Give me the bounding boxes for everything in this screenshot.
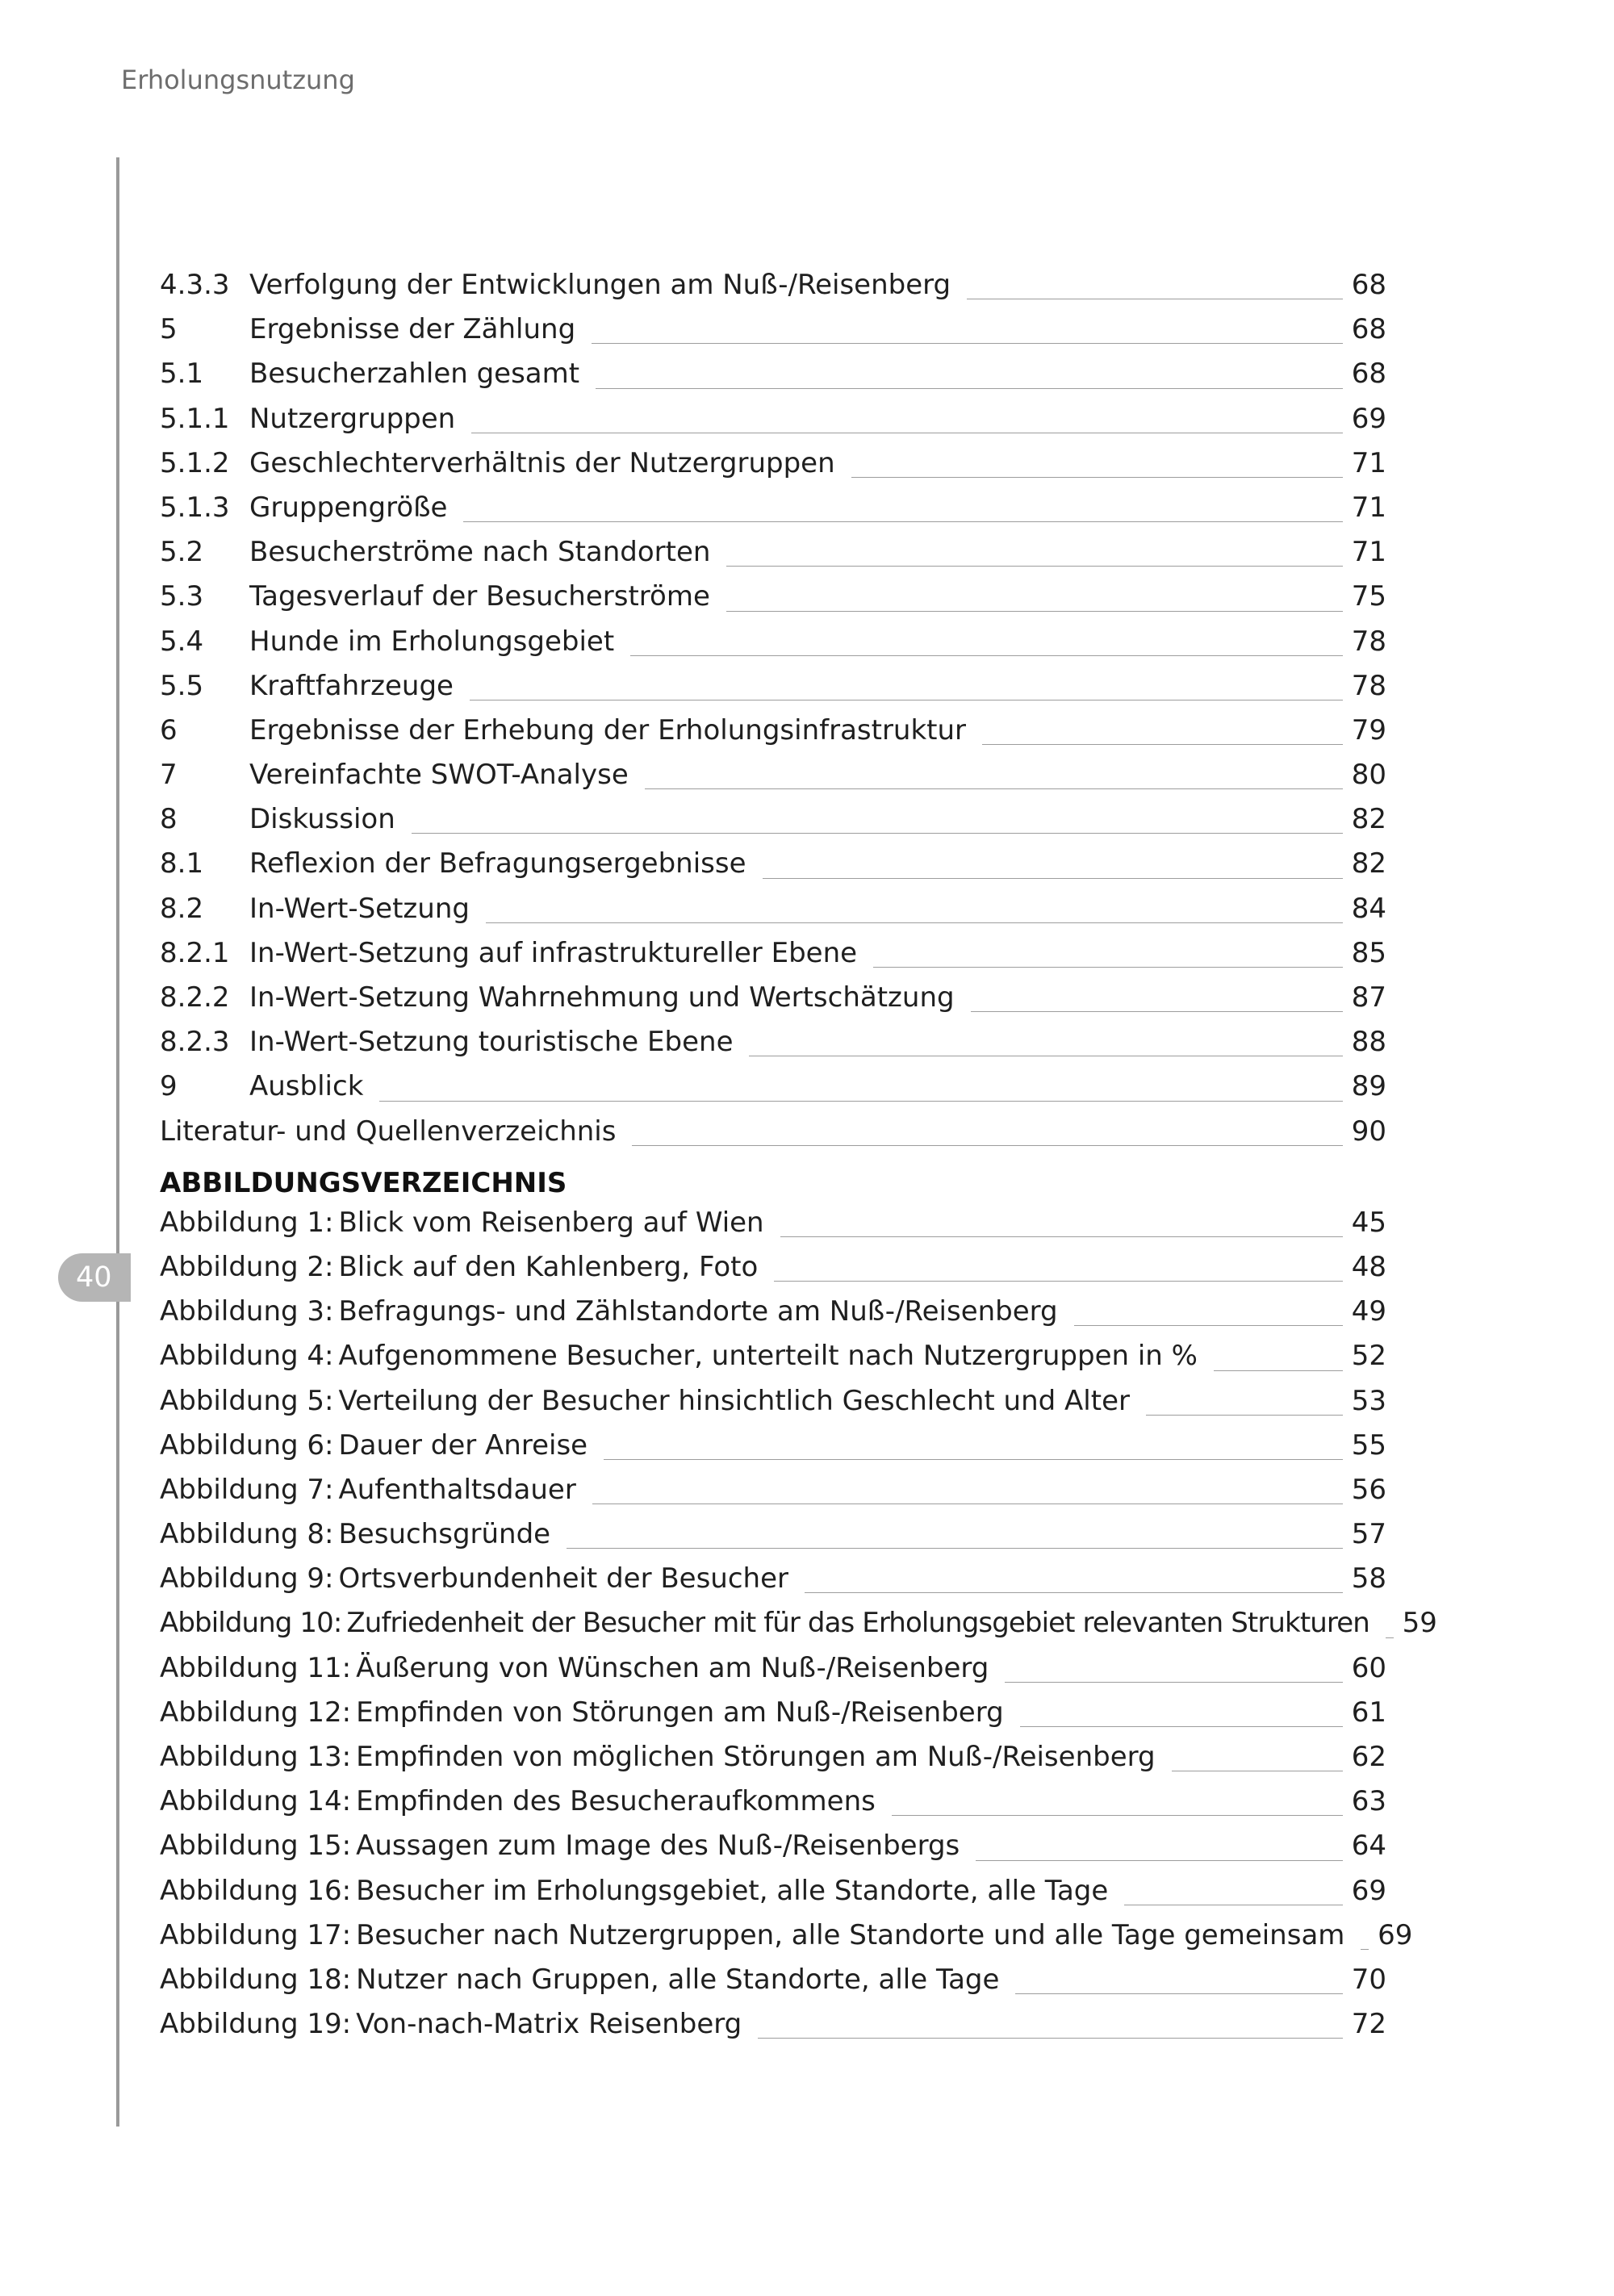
figure-page-number: 58 [1351,1562,1386,1595]
leader-line [726,566,1343,567]
toc-entry[interactable] [160,847,1386,892]
leader-line [726,611,1343,612]
leader-line [592,1503,1343,1504]
toc-entry[interactable] [160,714,1386,759]
toc-number: 5.1.3 [160,491,230,524]
toc-title: Ausblick [249,1070,364,1103]
figure-label: Abbildung 16: [160,1874,352,1907]
toc-title: In-Wert-Setzung auf infrastruktureller Ebene [249,936,858,969]
toc-page-number: 68 [1351,313,1386,346]
toc-number: 5.1.2 [160,446,230,479]
figure-entry[interactable] [160,1875,1386,1919]
toc-entry[interactable] [160,625,1386,670]
leader-line [592,343,1343,344]
figure-label: Abbildung 14: [160,1785,352,1818]
leader-line [1020,1726,1343,1727]
leader-line [1361,1949,1369,1950]
toc-number: 5.5 [160,669,204,702]
figure-entry[interactable] [160,1918,1413,1964]
leader-line [805,1592,1343,1593]
toc-entry[interactable] [160,981,1386,1026]
toc-page-number: 80 [1351,759,1386,792]
figure-label: Abbildung 19: [160,2008,352,2041]
leader-line [412,833,1343,834]
toc-title: Nutzergruppen [249,402,456,435]
toc-title: In-Wert-Setzung Wahrnehmung und Wertschätzung [249,981,955,1014]
figure-label: Abbildung 3: [160,1295,334,1328]
toc-page-number: 69 [1351,402,1386,435]
leader-line [470,700,1343,701]
figure-label: Abbildung 9: [160,1562,334,1595]
leader-line [976,1860,1343,1861]
toc-title: Geschlechterverhältnis der Nutzergruppen [249,446,835,479]
figure-title: Blick vom Reisenberg auf Wien [338,1206,764,1239]
figure-entry[interactable] [160,1830,1386,1874]
toc-number: 5.1 [160,358,204,391]
figure-title: Ortsverbundenheit der Besucher [338,1562,788,1595]
leader-line [1386,1637,1394,1638]
figure-label: Abbildung 8: [160,1518,334,1551]
toc-page-number: 71 [1351,491,1386,524]
toc-number: 8.2.3 [160,1026,230,1059]
toc-page-number: 75 [1351,580,1386,613]
figure-page-number: 63 [1351,1785,1386,1818]
toc-number: 8.2.2 [160,981,230,1014]
toc-number: 8.2.1 [160,936,230,969]
table-of-contents [160,269,1437,2052]
figure-entry[interactable] [160,1295,1386,1340]
leader-line [604,1459,1343,1460]
figure-entry[interactable] [160,1964,1386,2008]
figure-label: Abbildung 11: [160,1651,352,1684]
toc-title: Vereinfachte SWOT-Analyse [249,759,629,792]
toc-number: 5.3 [160,580,204,613]
figures-heading: ABBILDUNGSVERZEICHNIS [160,1166,567,1199]
figure-page-number: 52 [1351,1340,1386,1373]
toc-entry[interactable] [160,1070,1386,1115]
figure-entry[interactable] [160,1251,1386,1295]
figure-page-number: 60 [1351,1651,1386,1684]
toc-title: Besucherzahlen gesamt [249,358,580,391]
toc-number: 5.1.1 [160,402,230,435]
figure-entry[interactable] [160,1785,1386,1830]
toc-entry[interactable] [160,893,1386,937]
figure-title: Empfinden des Besucheraufkommens [356,1785,876,1818]
toc-number: 5 [160,313,178,346]
figure-entry[interactable] [160,1340,1386,1384]
figure-entry[interactable] [160,1607,1437,1651]
figure-title: Äußerung von Wünschen am Nuß-/Reisenberg [356,1651,989,1684]
figure-title: Von-nach-Matrix Reisenberg [356,2008,742,2041]
toc-number: 8 [160,803,178,836]
toc-page-number: 85 [1351,936,1386,969]
leader-line [758,2038,1343,2039]
figure-entry[interactable] [160,1385,1386,1429]
toc-page-number: 87 [1351,981,1386,1014]
leader-line [1015,1993,1343,1994]
toc-page-number: 79 [1351,713,1386,747]
figure-label: Abbildung 13: [160,1741,352,1773]
toc-title: Tagesverlauf der Besucherströme [249,580,710,613]
figure-title: Befragungs- und Zählstandorte am Nuß-/Reisenberg [338,1295,1058,1328]
leader-line [982,744,1343,745]
toc-entry[interactable] [160,670,1386,714]
toc-page-number: 68 [1351,269,1386,301]
figure-entry[interactable] [160,1429,1386,1474]
toc-entry[interactable] [160,536,1386,580]
leader-line [596,388,1343,389]
toc-number: 9 [160,1070,178,1103]
figure-label: Abbildung 2: [160,1250,334,1283]
figure-page-number: 55 [1351,1428,1386,1462]
figure-label: Abbildung 1: [160,1206,334,1239]
leader-line [873,967,1343,968]
leader-line [486,922,1343,923]
leader-line [1074,1325,1343,1326]
toc-number: 8.1 [160,847,204,880]
figure-page-number: 69 [1378,1918,1413,1951]
leader-line [630,655,1343,656]
figure-title: Empfinden von Störungen am Nuß-/Reisenberg [356,1696,1004,1729]
toc-number: 7 [160,759,178,792]
toc-entry[interactable] [160,403,1386,447]
toc-page-number: 82 [1351,847,1386,880]
margin-rule [116,157,119,2127]
figure-page-number: 61 [1351,1696,1386,1729]
figure-page-number: 64 [1351,1830,1386,1863]
figure-entry[interactable] [160,1562,1386,1607]
toc-title: Kraftfahrzeuge [249,669,454,702]
toc-title: Ergebnisse der Zählung [249,313,576,346]
toc-number: 5.4 [160,625,204,658]
leader-line [379,1101,1343,1102]
toc-entry[interactable] [160,803,1386,847]
toc-page-number: 78 [1351,625,1386,658]
toc-title: Reflexion der Befragungsergebnisse [249,847,746,880]
figure-title: Empfinden von möglichen Störungen am Nuß-/Reisenberg [356,1741,1156,1773]
toc-entry-literature[interactable] [160,1115,1386,1160]
figure-page-number: 45 [1351,1206,1386,1239]
figure-label: Abbildung 12: [160,1696,352,1729]
toc-title: Literatur- und Quellenverzeichnis [160,1115,617,1148]
figure-page-number: 49 [1351,1295,1386,1328]
leader-line [645,788,1343,789]
leader-line [971,1011,1343,1012]
toc-title: Ergebnisse der Erhebung der Erholungsinfrastruktur [249,713,967,747]
figure-page-number: 57 [1351,1518,1386,1551]
figure-title: Besucher im Erholungsgebiet, alle Standorte, alle Tage [356,1874,1109,1907]
figure-entry[interactable] [160,1207,1386,1251]
figure-page-number: 59 [1402,1607,1437,1640]
toc-number: 8.2 [160,892,204,925]
figure-title: Dauer der Anreise [338,1428,588,1462]
figure-page-number: 69 [1351,1874,1386,1907]
toc-page-number: 71 [1351,446,1386,479]
leader-line [851,477,1343,478]
toc-page-number: 84 [1351,892,1386,925]
toc-entry[interactable] [160,937,1386,981]
figure-entry[interactable] [160,1696,1386,1741]
figure-page-number: 72 [1351,2008,1386,2041]
figure-title: Nutzer nach Gruppen, alle Standorte, alle Tage [356,1963,1000,1996]
leader-line [763,878,1344,879]
leader-line [463,521,1343,522]
toc-page-number: 82 [1351,803,1386,836]
figure-entry[interactable] [160,1741,1386,1785]
leader-line [632,1145,1343,1146]
figure-label: Abbildung 4: [160,1340,334,1373]
toc-entry[interactable] [160,358,1386,402]
page-number-badge: 40 [58,1253,131,1302]
leader-line [1214,1370,1343,1371]
toc-title: In-Wert-Setzung [249,892,470,925]
figure-page-number: 56 [1351,1473,1386,1506]
figure-title: Aufenthaltsdauer [338,1473,576,1506]
toc-number: 6 [160,713,178,747]
toc-entry[interactable] [160,580,1386,625]
figure-title: Zufriedenheit der Besucher mit für das Erholungsgebiet relevanten Strukturen [346,1607,1369,1640]
leader-line [892,1815,1343,1816]
figure-label: Abbildung 7: [160,1473,334,1506]
figure-entry[interactable] [160,1652,1386,1696]
toc-entry[interactable] [160,1026,1386,1070]
toc-page-number: 71 [1351,536,1386,569]
figure-title: Besucher nach Nutzergruppen, alle Standorte und alle Tage gemeinsam [356,1918,1345,1951]
leader-line [774,1281,1343,1282]
figure-title: Aussagen zum Image des Nuß-/Reisenbergs [356,1830,960,1863]
figure-entry[interactable] [160,1518,1386,1562]
leader-line [1146,1415,1343,1416]
figure-title: Aufgenommene Besucher, unterteilt nach Nutzergruppen in % [338,1340,1198,1373]
running-header: Erholungsnutzung [121,65,355,95]
leader-line [780,1236,1343,1237]
toc-title: Diskussion [249,803,395,836]
toc-page-number: 68 [1351,358,1386,391]
leader-line [1005,1682,1343,1683]
figure-title: Besuchsgründe [338,1518,551,1551]
toc-entry[interactable] [160,447,1386,491]
toc-title: Besucherströme nach Standorten [249,536,711,569]
toc-number: 5.2 [160,536,204,569]
figure-label: Abbildung 5: [160,1384,334,1417]
toc-title: In-Wert-Setzung touristische Ebene [249,1026,734,1059]
toc-title: Verfolgung der Entwicklungen am Nuß-/Reisenberg [249,269,951,301]
toc-title: Hunde im Erholungsgebiet [249,625,615,658]
figure-label: Abbildung 17: [160,1918,352,1951]
figure-label: Abbildung 18: [160,1963,352,1996]
figure-entry[interactable] [160,1474,1386,1518]
leader-line [567,1548,1343,1549]
figure-page-number: 70 [1351,1963,1386,1996]
figure-label: Abbildung 10: [160,1607,342,1640]
figure-page-number: 48 [1351,1250,1386,1283]
toc-entry[interactable] [160,759,1386,803]
figure-title: Blick auf den Kahlenberg, Foto [338,1250,759,1283]
toc-entry[interactable] [160,269,1386,313]
figure-title: Verteilung der Besucher hinsichtlich Geschlecht und Alter [338,1384,1130,1417]
toc-page-number: 89 [1351,1070,1386,1103]
toc-page-number: 78 [1351,669,1386,702]
toc-number: 4.3.3 [160,269,230,301]
toc-page-number: 90 [1351,1115,1386,1148]
figure-page-number: 62 [1351,1741,1386,1773]
toc-entry[interactable] [160,313,1386,358]
figure-entry[interactable] [160,2008,1386,2052]
figure-label: Abbildung 15: [160,1830,352,1863]
toc-entry[interactable] [160,491,1386,536]
toc-title: Gruppengröße [249,491,448,524]
figure-label: Abbildung 6: [160,1428,334,1462]
figure-page-number: 53 [1351,1384,1386,1417]
toc-page-number: 88 [1351,1026,1386,1059]
